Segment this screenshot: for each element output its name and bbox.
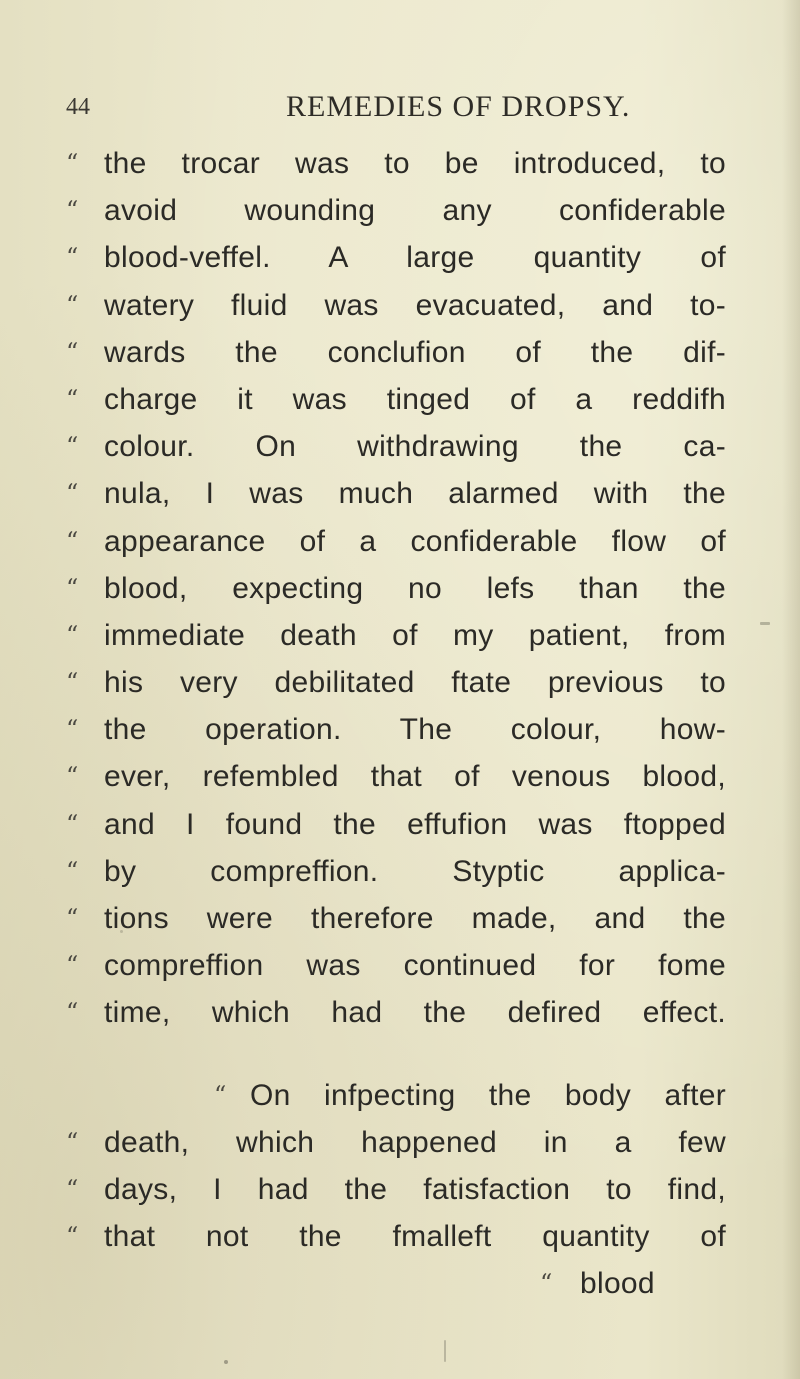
line-text: the trocar was to be introduced, to [104,147,726,180]
line-text: appearance of a confiderable flow of [104,524,726,558]
quote-mark: “ [66,856,79,885]
line-text: that not the fmalleft quantity of [104,1220,726,1254]
quote-mark: “ [66,526,79,555]
line-text: days, I had the fatisfaction to find, [104,1172,726,1206]
quote-mark: “ [214,1080,227,1109]
quote-mark: “ [66,1222,79,1251]
text-line [0,1166,800,1213]
line-text: the operation. The colour, how- [104,713,726,747]
line-text: death, which happened in a few [104,1125,726,1159]
paper-speck [120,930,123,933]
line-text: On infpecting the body after [250,1078,726,1112]
paragraph-break [0,1037,800,1072]
page-number: 44 [66,94,90,120]
line-text: his very debilitated ftate previous to [104,666,726,700]
paper-speck [760,622,770,625]
text-line [0,1119,800,1166]
quote-mark: “ [540,1269,553,1298]
text-line [0,376,800,423]
line-text: blood, expecting no lefs than the [104,571,726,605]
body-text [0,140,800,1308]
page-header [48,82,748,126]
text-line [0,1213,800,1260]
quote-mark: “ [66,290,79,319]
line-text: and I found the effufion was ftopped [104,807,726,841]
text-line [0,612,800,659]
line-text: avoid wounding any confiderable [104,194,726,228]
quote-mark: “ [66,951,79,980]
catchword: blood [580,1267,655,1301]
paper-speck [224,1360,228,1364]
quote-mark: “ [66,384,79,413]
quote-mark: “ [66,715,79,744]
text-line [0,1072,800,1119]
text-line [0,753,800,800]
text-line [0,470,800,517]
text-line [0,140,800,187]
text-line [0,942,800,989]
line-text: ever, refembled that of venous blood, [104,760,726,794]
text-line [0,329,800,376]
text-line [0,989,800,1036]
text-line [0,565,800,612]
quote-mark: “ [66,1174,79,1203]
text-line [0,848,800,895]
quote-mark: “ [66,668,79,697]
line-text: colour. On withdrawing the ca- [104,430,726,464]
quote-mark: “ [66,479,79,508]
line-text: wards the conclufion of the dif- [104,335,726,369]
quote-mark: “ [66,1127,79,1156]
quote-mark: “ [66,243,79,272]
quote-mark: “ [66,573,79,602]
running-head: REMEDIES OF DROPSY. [286,90,631,123]
quote-mark: “ [66,149,79,177]
text-line [0,706,800,753]
line-text: immediate death of my patient, from [104,618,726,652]
line-text: watery fluid was evacuated, and to- [104,288,726,322]
quote-mark: “ [66,998,79,1027]
line-text: charge it was tinged of a reddifh [104,382,726,416]
line-text: compreffion was continued for fome [104,949,726,983]
text-line [0,423,800,470]
text-line [0,895,800,942]
quote-mark: “ [66,337,79,366]
quote-mark: “ [66,762,79,791]
text-line [0,801,800,848]
quote-mark: “ [66,809,79,838]
catchword-line [0,1260,800,1307]
text-line [0,187,800,234]
line-text: blood-veffel. A large quantity of [104,241,726,275]
line-text: time, which had the defired effect. [104,996,726,1030]
quote-mark: “ [66,620,79,649]
line-text: nula, I was much alarmed with the [104,477,726,511]
text-line [0,282,800,329]
text-line [0,234,800,281]
quote-mark: “ [66,904,79,932]
quote-mark: “ [66,432,79,461]
text-line [0,518,800,565]
line-text: by compreffion. Styptic applica- [104,854,726,888]
paper-speck [444,1340,446,1362]
quote-mark: “ [66,196,79,225]
text-line [0,659,800,706]
line-text: tions were therefore made, and the [104,902,726,935]
